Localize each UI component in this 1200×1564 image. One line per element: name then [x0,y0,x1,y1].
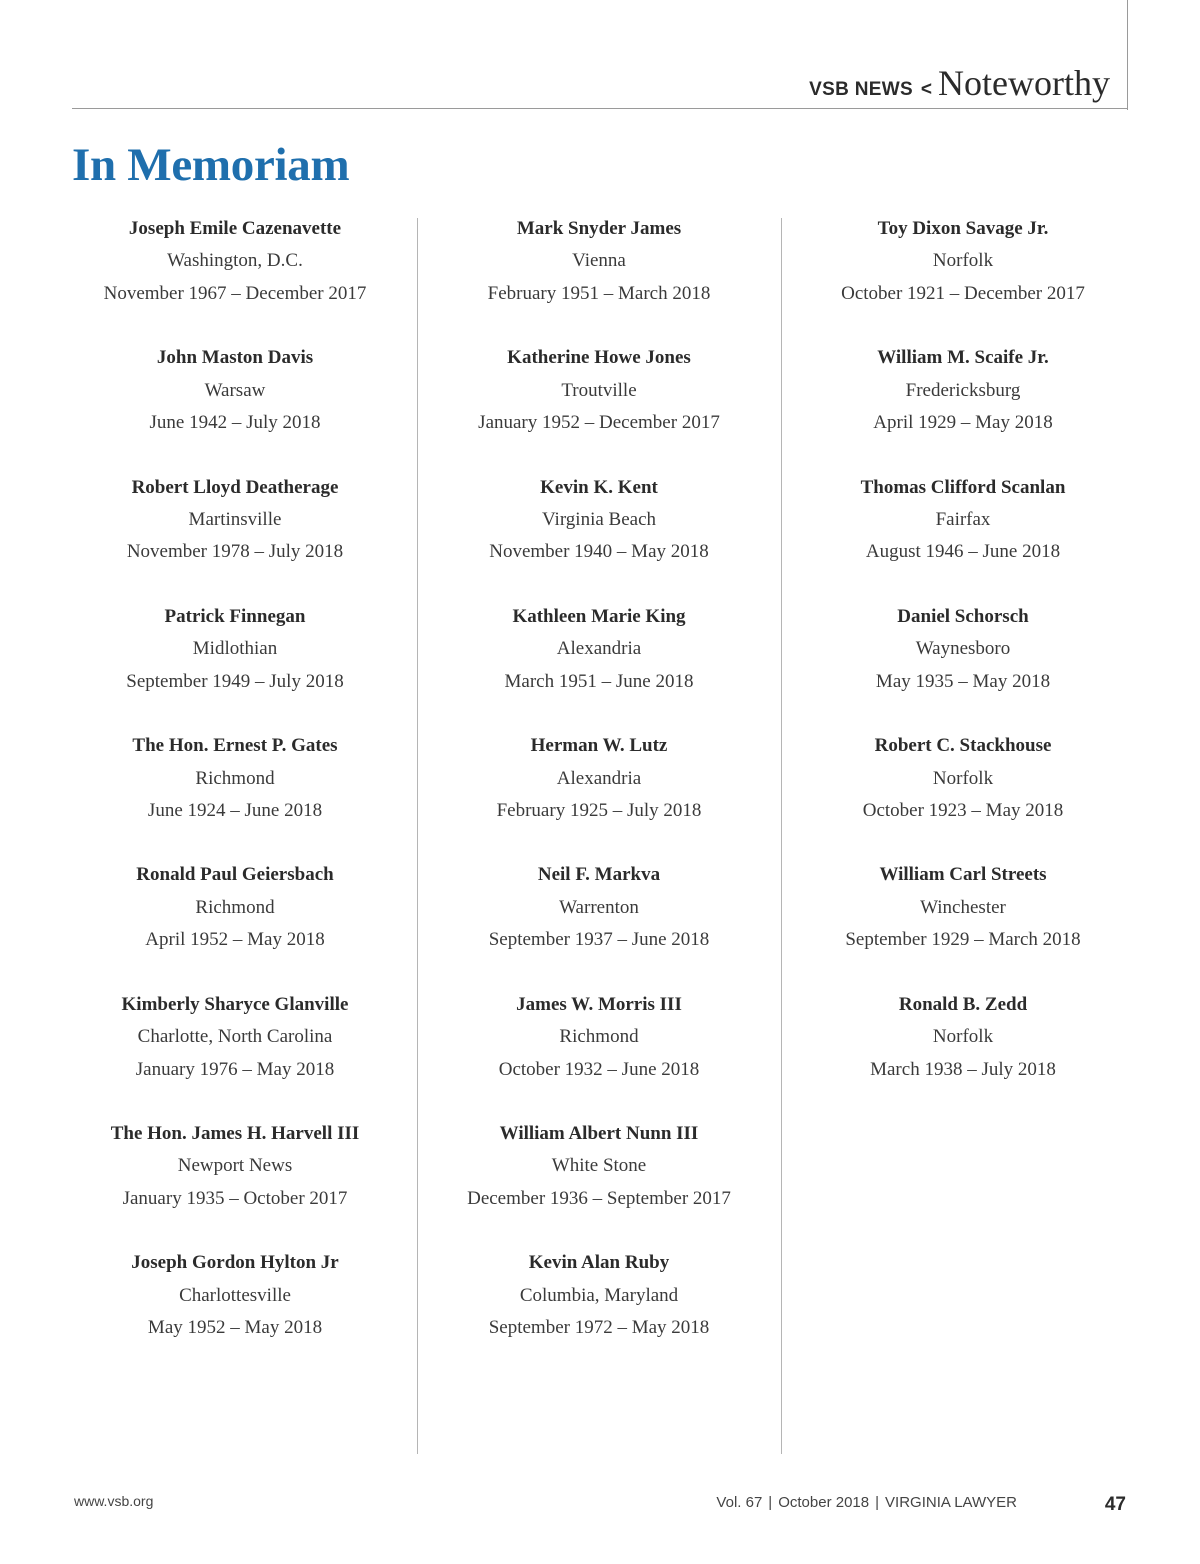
memoriam-column-3 [783,213,1143,1118]
section-name: VSB NEWS [809,79,913,100]
entry-place: Alexandria [556,767,642,789]
memoriam-entry [55,213,415,342]
entry-dates: April 1952 – May 2018 [145,929,325,951]
entry-place: Fredericksburg [905,379,1021,401]
entry-dates: June 1924 – June 2018 [147,800,323,821]
entry-name: James W. Morris III [516,993,682,1015]
memoriam-entry [783,601,1143,730]
entry-dates: February 1951 – March 2018 [487,282,711,304]
entry-place: Richmond [559,1026,639,1048]
entry-place: Columbia, Maryland [519,1284,679,1306]
memoriam-entry [419,859,779,988]
memoriam-column-2 [419,213,779,1377]
memoriam-entry [55,859,415,988]
memoriam-entry [419,1247,779,1376]
entry-name: Kathleen Marie King [512,605,686,627]
entry-name: Mark Snyder James [516,218,682,239]
subsection-name: Noteworthy [938,63,1110,103]
memoriam-entry [55,601,415,730]
entry-dates: March 1951 – June 2018 [504,670,694,692]
entry-dates: March 1938 – July 2018 [870,1058,1056,1080]
entry-dates: October 1921 – December 2017 [841,282,1085,304]
footer-issue-info [716,1494,1017,1511]
footer-url: www.vsb.org [74,1493,154,1509]
entry-place: Richmond [195,767,275,789]
entry-place: Warrenton [559,896,639,918]
entry-place: Martinsville [188,509,282,530]
memoriam-entry [783,342,1143,471]
entry-name: The Hon. Ernest P. Gates [132,735,338,757]
entry-name: Kevin K. Kent [540,476,658,498]
memoriam-entry [783,472,1143,601]
memoriam-entry [55,342,415,471]
entry-dates: June 1942 – July 2018 [149,412,321,434]
entry-name: Neil F. Markva [537,864,661,886]
entry-place: Charlotte, North Carolina [137,1026,333,1048]
entry-place: Norfolk [932,1026,994,1048]
footer-issue-date: October 2018 [778,1494,870,1511]
footer-volume: Vol. 67 [716,1494,763,1511]
memoriam-entry [419,342,779,471]
entry-place: Midlothian [192,638,278,660]
memoriam-entry [419,601,779,730]
header-vertical-rule [1127,0,1128,110]
entry-place: Waynesboro [915,638,1011,660]
entry-name: Katherine Howe Jones [507,347,691,369]
memoriam-entry [55,1247,415,1376]
entry-place: Richmond [195,896,275,918]
entry-name: The Hon. James H. Harvell III [110,1123,360,1145]
memoriam-entry [783,213,1143,342]
entry-name: Robert C. Stackhouse [874,735,1052,757]
entry-place: Charlottesville [179,1284,291,1306]
memoriam-entry [55,472,415,601]
memoriam-entry [55,989,415,1118]
footer-separator: | [875,1494,880,1511]
entry-name: Ronald B. Zedd [898,993,1028,1015]
memoriam-entry [419,213,779,342]
entry-dates: September 1929 – March 2018 [845,929,1081,951]
entry-name: Joseph Emile Cazenavette [128,218,342,239]
column-divider [417,218,418,1454]
entry-place: Warsaw [204,379,266,401]
entry-dates: November 1967 – December 2017 [103,282,367,304]
entry-name: Ronald Paul Geiersbach [136,864,334,886]
entry-name: William Carl Streets [879,864,1047,886]
entry-dates: August 1946 – June 2018 [865,541,1061,563]
entry-dates: February 1925 – July 2018 [496,800,702,821]
entry-name: William M. Scaife Jr. [877,347,1049,369]
header-horizontal-rule [72,108,1128,109]
entry-name: Kevin Alan Ruby [528,1252,670,1274]
entry-dates: April 1929 – May 2018 [873,412,1053,434]
entry-name: Toy Dixon Savage Jr. [877,218,1049,239]
entry-place: Winchester [920,896,1006,918]
entry-dates: December 1936 – September 2017 [467,1187,731,1209]
entry-name: William Albert Nunn III [499,1123,699,1145]
entry-dates: November 1978 – July 2018 [126,541,344,563]
section-separator: < [920,79,933,100]
entry-dates: May 1935 – May 2018 [875,670,1051,692]
entry-place: Troutville [561,379,637,401]
entry-place: Newport News [177,1155,293,1177]
page-number: 47 [1104,1494,1126,1515]
memoriam-entry [419,472,779,601]
entry-dates: October 1923 – May 2018 [862,800,1064,821]
entry-place: Norfolk [932,250,994,272]
footer-publication: VIRGINIA LAWYER [885,1494,1017,1511]
entry-dates: January 1935 – October 2017 [122,1187,348,1209]
entry-dates: September 1949 – July 2018 [126,670,344,692]
memoriam-entry [419,989,779,1118]
entry-place: Alexandria [556,638,642,660]
entry-dates: September 1937 – June 2018 [488,929,710,951]
entry-name: Patrick Finnegan [164,605,306,627]
entry-place: Norfolk [932,767,994,789]
memoriam-entry [55,730,415,859]
memoriam-entry [419,730,779,859]
entry-place: Vienna [572,250,626,272]
entry-dates: January 1952 – December 2017 [478,412,720,434]
entry-dates: November 1940 – May 2018 [489,541,709,563]
entry-name: Herman W. Lutz [530,735,668,757]
entry-place: Virginia Beach [541,509,657,530]
entry-name: Thomas Clifford Scanlan [860,476,1066,498]
running-header [809,62,1110,104]
memoriam-entry [783,989,1143,1118]
entry-place: Fairfax [935,509,991,530]
entry-name: Daniel Schorsch [897,605,1029,627]
entry-dates: January 1976 – May 2018 [135,1058,335,1080]
entry-name: Joseph Gordon Hylton Jr [131,1252,339,1274]
page-title: In Memoriam [72,139,350,191]
memoriam-entry [55,1118,415,1247]
footer-separator: | [768,1494,773,1511]
memoriam-entry [783,859,1143,988]
entry-place: Washington, D.C. [167,250,303,272]
entry-dates: May 1952 – May 2018 [147,1317,323,1339]
memoriam-entry [783,730,1143,859]
column-divider [781,218,782,1454]
memoriam-column-1 [55,213,415,1377]
entry-place: White Stone [551,1155,647,1177]
entry-name: John Maston Davis [156,347,314,369]
entry-dates: September 1972 – May 2018 [488,1317,710,1339]
memoriam-entry [419,1118,779,1247]
entry-name: Robert Lloyd Deatherage [131,476,339,498]
entry-dates: October 1932 – June 2018 [498,1058,700,1080]
entry-name: Kimberly Sharyce Glanville [121,993,349,1015]
